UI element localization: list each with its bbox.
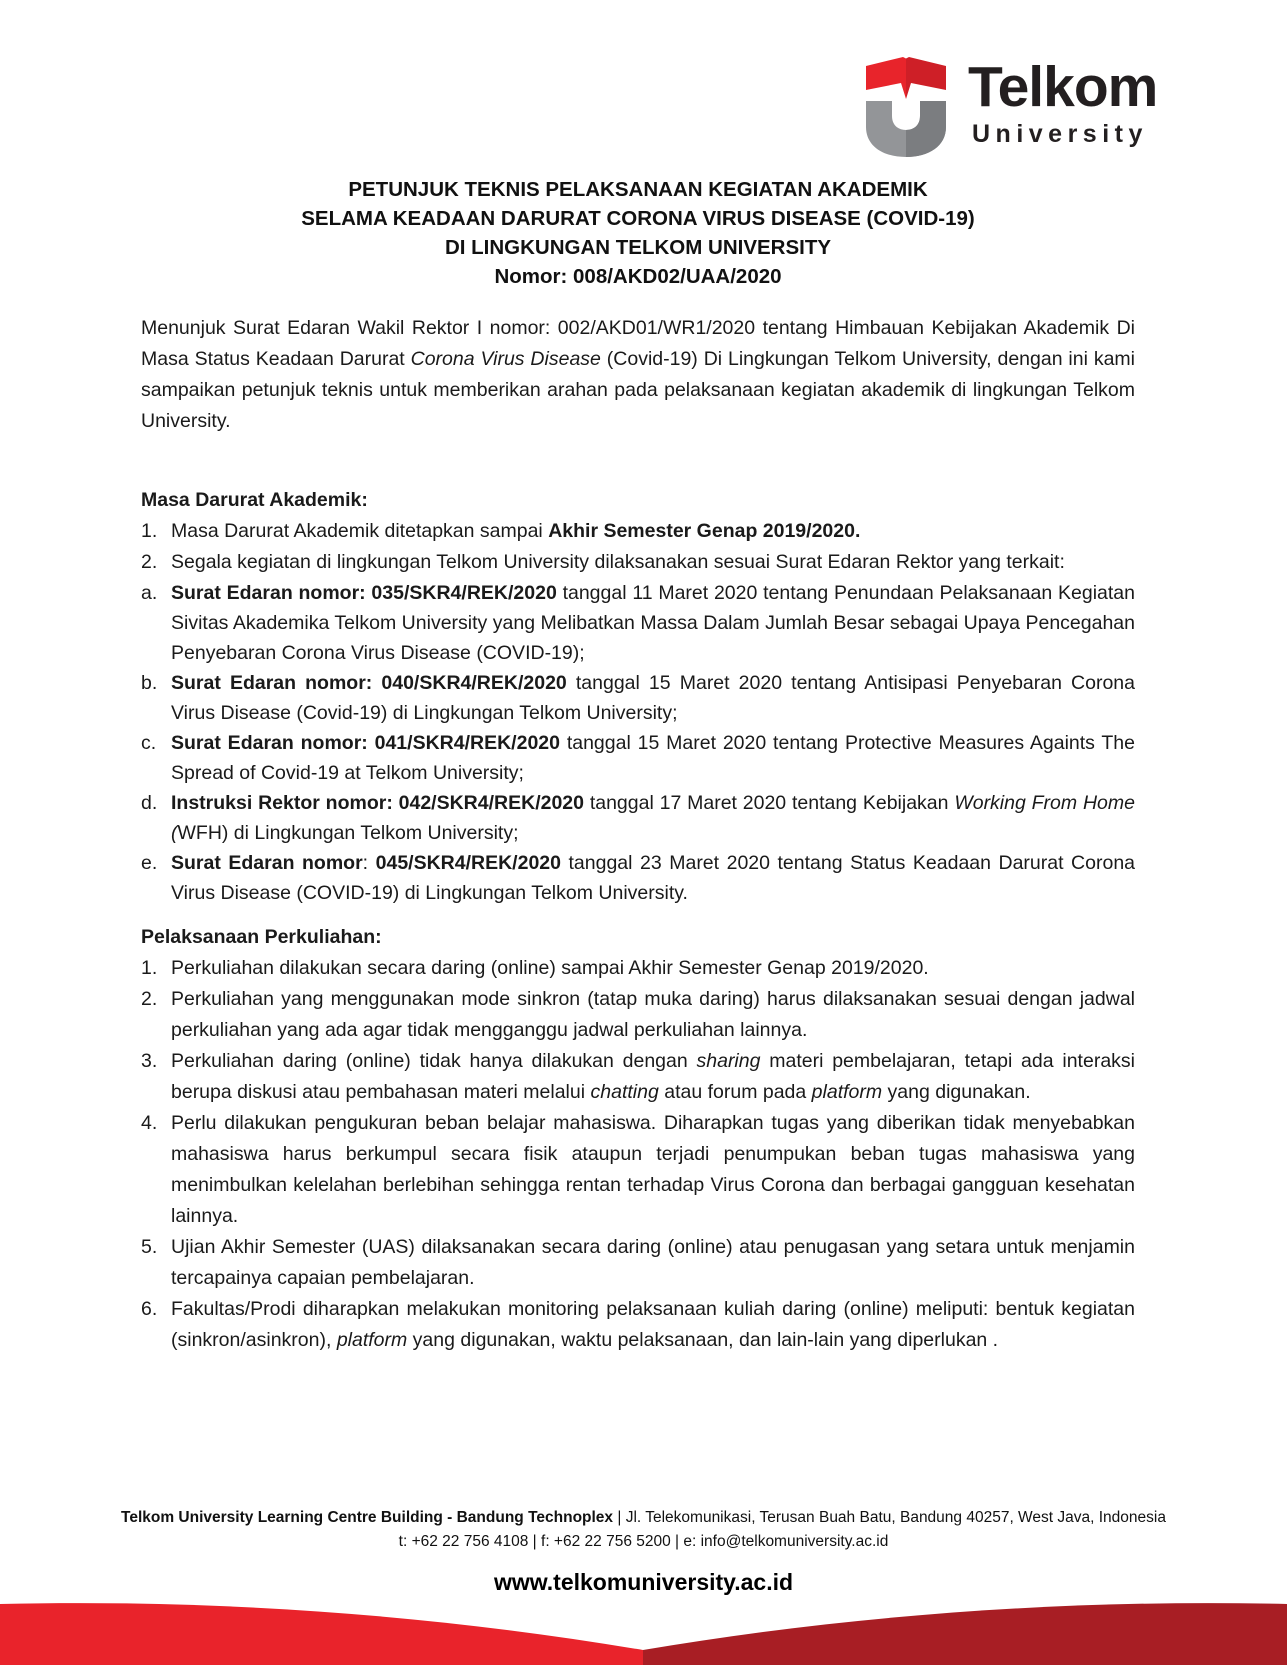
list-item [141, 1046, 1135, 1108]
list-marker: 2. [141, 551, 158, 573]
document-title-line: PETUNJUK TEKNIS PELAKSANAAN KEGIATAN AKADEMIK [348, 178, 928, 201]
logo-brand-text: Telkom [968, 55, 1158, 119]
list-marker: a. [141, 582, 158, 604]
list-item-text: Surat Edaran nomor: 040/SKR4/REK/2020 tanggal 15 Maret 2020 tentang Antisipasi Penyebaran Corona Virus Disease (Covid-19) di Lingkungan Telkom University; [171, 672, 1136, 724]
list-item [141, 578, 1135, 668]
list-item-text: Masa Darurat Akademik ditetapkan sampai Akhir Semester Genap 2019/2020. [171, 520, 861, 542]
open-book-shield-icon [866, 57, 946, 157]
footer-contact-line: t: +62 22 756 4108 | f: +62 22 756 5200 | e: info@telkomuniversity.ac.id [398, 1533, 889, 1550]
list-item-text: Surat Edaran nomor: 041/SKR4/REK/2020 tanggal 15 Maret 2020 tentang Protective Measures Againts The Spread of Covid-19 at Telkom University; [171, 732, 1136, 784]
document-title-line: DI LINGKUNGAN TELKOM UNIVERSITY [444, 236, 832, 259]
list-item-text: Perlu dilakukan pengukuran beban belajar mahasiswa. Diharapkan tugas yang diberikan tidak menyebabkan mahasiswa harus berkumpul secara fisik ataupun terjadi penumpukan beban tugas mahasiswa yang menimbulkan kelelahan berlebihan sehingga rentan terhadap Virus Corona dan berbagai gangguan kesehatan lainnya. [171, 1112, 1135, 1227]
list-item-text: Segala kegiatan di lingkungan Telkom University dilaksanakan sesuai Surat Edaran Rektor yang terkait: [171, 551, 1065, 573]
footer-website-url: www.telkomuniversity.ac.id [493, 1569, 794, 1595]
footer-wave-graphic [0, 1600, 1287, 1665]
document-title [141, 175, 1135, 291]
list-item-text: Perkuliahan daring (online) tidak hanya dilakukan dengan sharing materi pembelajaran, tetapi ada interaksi berupa diskusi atau pembahasan materi melalui chatting atau forum pada platform yang digunakan. [171, 1050, 1135, 1103]
document-body [141, 175, 1135, 1356]
list-item [141, 547, 1135, 578]
numbered-list-masa-darurat [141, 516, 1135, 578]
list-item [141, 1232, 1135, 1294]
list-item-text: Perkuliahan dilakukan secara daring (online) sampai Akhir Semester Genap 2019/2020. [171, 957, 929, 979]
list-item [141, 788, 1135, 848]
list-item [141, 984, 1135, 1046]
list-marker: 4. [141, 1112, 158, 1134]
numbered-list-pelaksanaan [141, 953, 1135, 1356]
document-number-line: Nomor: 008/AKD02/UAA/2020 [494, 265, 782, 288]
list-item [141, 728, 1135, 788]
footer-address [0, 1506, 1287, 1554]
list-marker: b. [141, 672, 158, 694]
list-item-text: Surat Edaran nomor: 045/SKR4/REK/2020 tanggal 23 Maret 2020 tentang Status Keadaan Darurat Corona Virus Disease (COVID-19) di Lingkungan Telkom University. [171, 852, 1136, 904]
list-item [141, 848, 1135, 908]
list-marker: 5. [141, 1236, 158, 1258]
list-item-text: Fakultas/Prodi diharapkan melakukan monitoring pelaksanaan kuliah daring (online) meliputi: bentuk kegiatan (sinkron/asinkron), platform yang digunakan, waktu pelaksanaan, dan lain-lain yang diperlukan . [171, 1298, 1135, 1351]
logo-wordmark [968, 57, 1157, 147]
list-item [141, 953, 1135, 984]
list-marker: d. [141, 792, 158, 814]
section-heading-pelaksanaan-perkuliahan: Pelaksanaan Perkuliahan: [141, 926, 382, 948]
list-item-text: Surat Edaran nomor: 035/SKR4/REK/2020 tanggal 11 Maret 2020 tentang Penundaan Pelaksanaan Kegiatan Sivitas Akademika Telkom University yang Melibatkan Massa Dalam Jumlah Besar sebagai Upaya Pencegahan Penyebaran Corona Virus Disease (COVID-19); [171, 582, 1135, 664]
list-item-text: Ujian Akhir Semester (UAS) dilaksanakan secara daring (online) atau penugasan yang setara untuk menjamin tercapainya capaian pembelajaran. [171, 1236, 1135, 1289]
list-marker: 2. [141, 988, 158, 1010]
intro-paragraph: Menunjuk Surat Edaran Wakil Rektor I nomor: 002/AKD01/WR1/2020 tentang Himbauan Kebijakan Akademik Di Masa Status Keadaan Darurat Corona Virus Disease (Covid-19) Di Lingkungan Telkom University, dengan ini kami sampaikan petunjuk teknis untuk memberikan arahan pada pelaksanaan kegiatan akademik di lingkungan Telkom University. [141, 317, 1135, 432]
list-item-text: Perkuliahan yang menggunakan mode sinkron (tatap muka daring) harus dilaksanakan sesuai dengan jadwal perkuliahan yang ada agar tidak mengganggu jadwal perkuliahan lainnya. [171, 988, 1135, 1041]
list-item [141, 668, 1135, 728]
list-marker: 1. [141, 957, 158, 979]
list-item [141, 1294, 1135, 1356]
logo-brand-subtext: University [972, 120, 1148, 148]
list-marker: c. [141, 732, 157, 754]
lettered-list-surat-edaran [141, 578, 1135, 908]
list-item [141, 516, 1135, 547]
list-item [141, 1108, 1135, 1232]
footer-address-line1: Telkom University Learning Centre Building - Bandung Technoplex | Jl. Telekomunikasi, Terusan Buah Batu, Bandung 40257, West Java, Indonesia [121, 1509, 1166, 1526]
list-marker: 3. [141, 1050, 158, 1072]
document-title-line: SELAMA KEADAAN DARURAT CORONA VIRUS DISEASE (COVID-19) [301, 207, 975, 230]
list-marker: e. [141, 852, 158, 874]
list-marker: 1. [141, 520, 158, 542]
telkom-university-logo [866, 57, 1157, 157]
list-item-text: Instruksi Rektor nomor: 042/SKR4/REK/2020 tanggal 17 Maret 2020 tentang Kebijakan Working From Home (WFH) di Lingkungan Telkom University; [171, 792, 1135, 844]
section-heading-masa-darurat-akademik: Masa Darurat Akademik: [141, 489, 368, 511]
list-marker: 6. [141, 1298, 158, 1320]
